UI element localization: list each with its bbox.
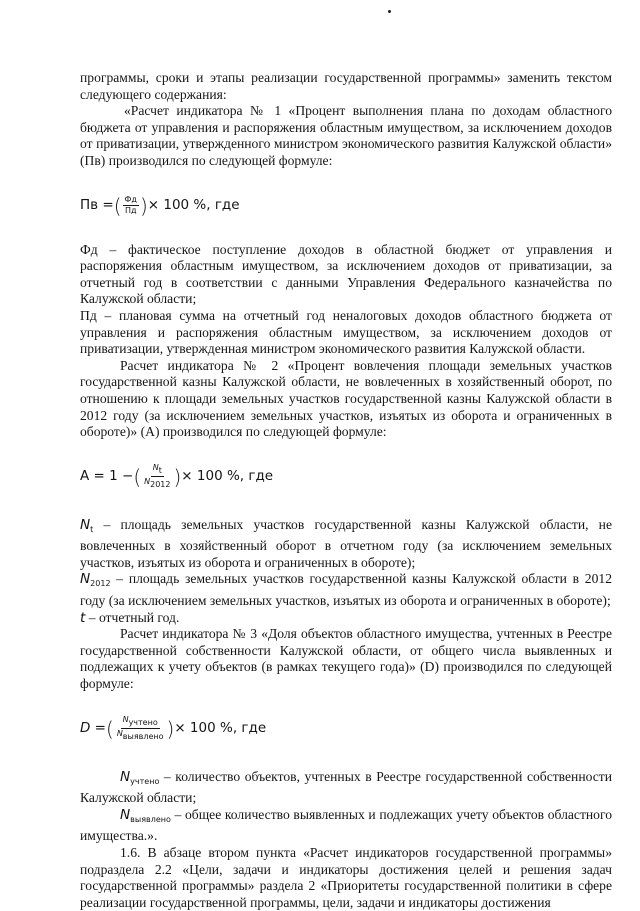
paragraph-nt-definition: $N_t$ – площадь земельных участков государственной казны Калужской области, не вовлеченных в хозяйственный оборот в отчетном году (за исключением земельных участков, изъятых из оборота и ограниченных в обороте); [80, 516, 612, 570]
paragraph-n-uchteno-definition: $N_{учтено}$ – количество объектов, учтенных в Реестре государственной собственности Калужской области; [80, 768, 612, 806]
paragraph-n-vyyavleno-definition: $N_{выявлено}$ – общее количество выявленных и подлежащих учету объектов областного имущества.». [80, 806, 612, 844]
formula-d-denominator: Nвыявлено [116, 729, 164, 742]
scan-dot [388, 10, 391, 13]
paragraph-pd-definition: Пд – плановая сумма на отчетный год неналоговых доходов областного бюджета от управления и распоряжения областным имуществом, за исключением доходов от приватизации, утвержденная министром экономического развития Калужской области. [80, 307, 612, 357]
formula-a-denominator: N2012 [144, 477, 171, 490]
formula-pv: Пв = ( $\frac{Фд}{Пд}$ ) × 100 %, где [80, 193, 240, 218]
paragraph-fd-definition: Фд – фактическое поступление доходов в областной бюджет от управления и распоряжения областным имуществом, за исключением доходов от приватизации, за отчетный год в соответствии с данными Управления Федерального казначейства по Калужской области; [80, 241, 612, 307]
formula-d-fraction [115, 715, 166, 742]
formula-d-right: × 100 %, где [174, 720, 267, 737]
formula-d-numerator: Nучтено [122, 715, 158, 728]
paragraph-t-definition: t – отчетный год. [80, 609, 180, 626]
paragraph-indicator-2: Расчет индикатора № 2 «Процент вовлечения площади земельных участков государственной казны Калужской области, не вовлеченных в хозяйственный оборот, по отношению к площади земельных участков государственной казны Калужской области в 2012 году (за исключением земельных участков, изъятых из оборота и ограниченных в обороте)» (А) производился по следующей формуле: [80, 357, 612, 440]
paragraph-indicator-3: Расчет индикатора № 3 «Доля объектов областного имущества, учтенных в Реестре государственной собственности Калужской области, от общего числа выявленных и подлежащих к учету объектов (в рамках текущего года)» (D) производился по следующей формуле: [80, 626, 612, 692]
paragraph-n2012-definition: $N_{2012}$ – площадь земельных участков государственной казны Калужской области в 2012 году (за исключением земельных участков, изъятых из оборота и ограниченных в обороте); [80, 571, 612, 609]
formula-d-left: D = [80, 720, 106, 737]
formula-pv-right: × 100 %, где [147, 197, 240, 214]
formula-a-fraction [142, 463, 172, 490]
formula-a-numerator: Nt [152, 463, 162, 476]
paragraph-intro: программы, сроки и этапы реализации государственной программы» заменить текстом следующего содержания: [80, 70, 612, 102]
formula-d: D = ( $\frac{\text{Nучтено}}{\text{Nвыявлено}}$ ) × 100 %, где [80, 715, 267, 742]
document-body [80, 70, 612, 911]
paragraph-indicator-1: «Расчет индикатора № 1 «Процент выполнения плана по доходам областного бюджета от управления и распоряжения областным имуществом, за исключением доходов от приватизации, утвержденного министром экономического развития Калужской области» (Пв) производился по следующей формуле: [80, 103, 612, 168]
formula-a-right: × 100 %, где [181, 468, 274, 485]
formula-a: A = 1 − ( $\frac{Nt}{N2012}$ ) × 100 %, где [80, 463, 274, 490]
formula-pv-denominator: Пд [124, 206, 137, 216]
formula-pv-fraction [123, 195, 139, 216]
formula-pv-numerator: Фд [124, 195, 137, 205]
formula-pv-left: Пв = [80, 197, 114, 214]
paragraph-1-6: 1.6. В абзаце втором пункта «Расчет индикаторов государственной программы» подраздела 2.2 «Цели, задачи и индикаторы достижения целей и решения задач государственной программы» раздела 2 «Приоритеты государственной политики в сфере реализации государственной программы, цели, задачи и индикаторы достижения [80, 845, 612, 910]
formula-a-left: A = 1 − [80, 468, 134, 485]
